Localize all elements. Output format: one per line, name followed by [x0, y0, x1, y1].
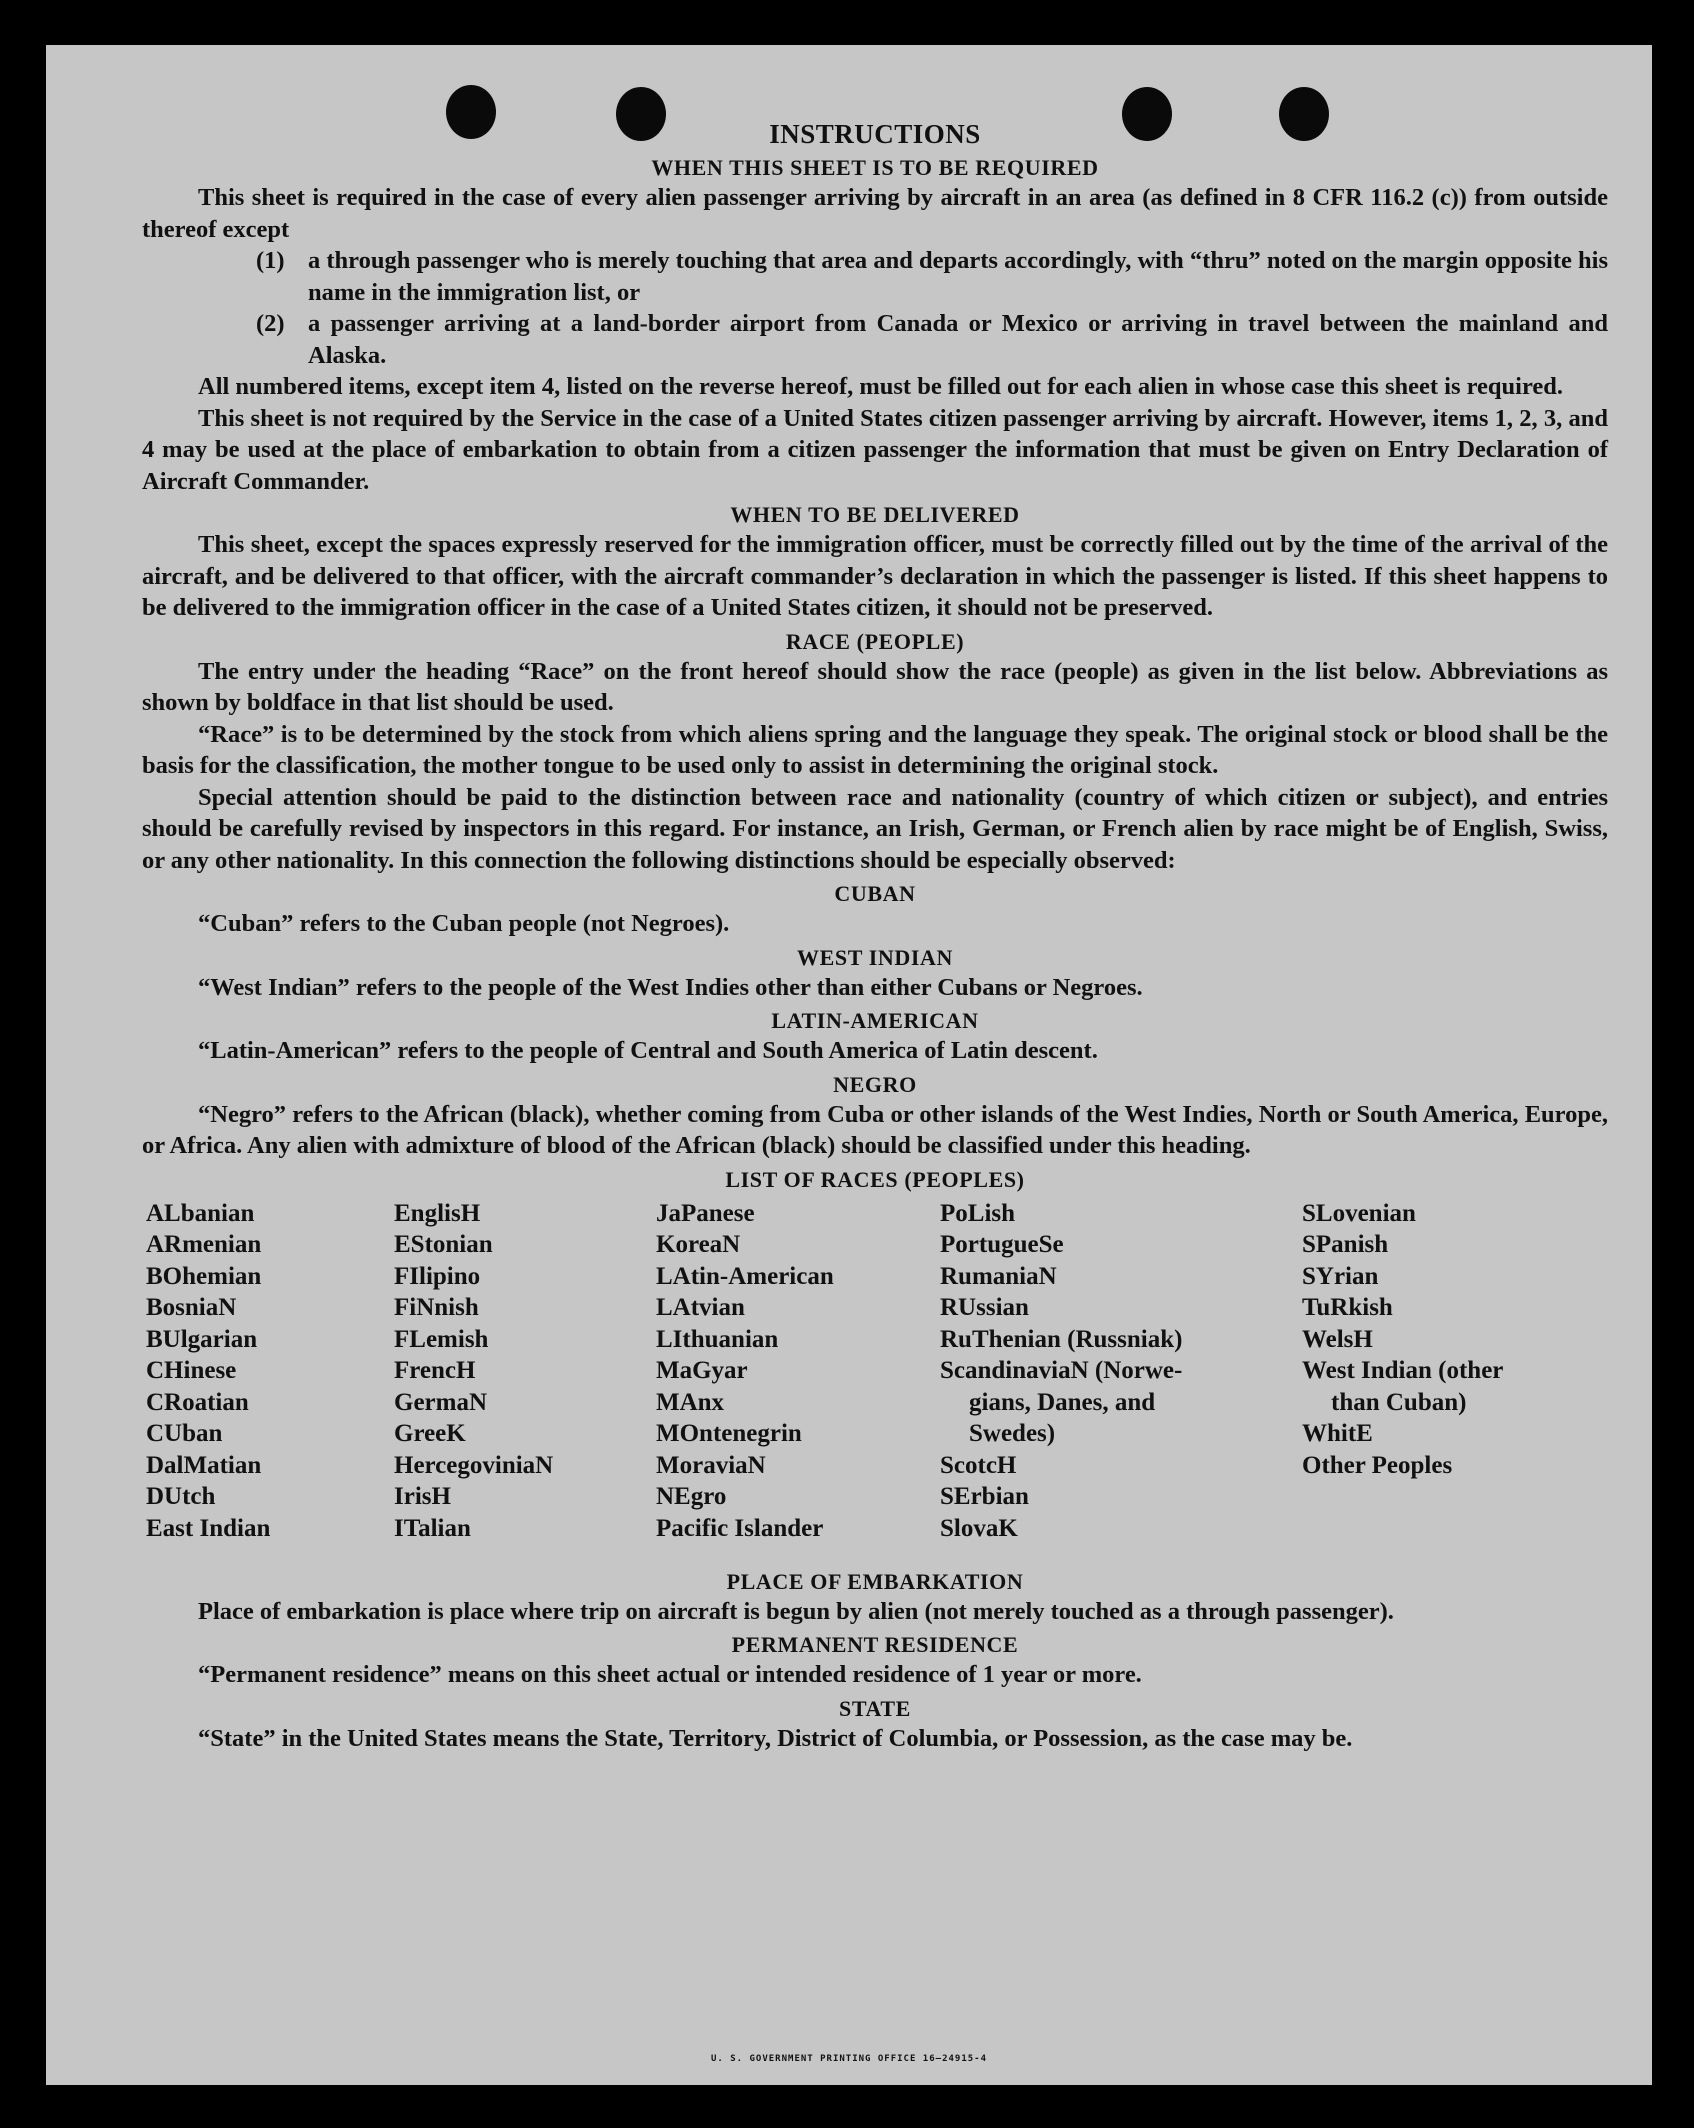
heading-required: WHEN THIS SHEET IS TO BE REQUIRED [651, 155, 1099, 180]
race-item: FIlipino [394, 1262, 481, 1290]
heading-west-indian: WEST INDIAN [797, 944, 953, 970]
race-item: KoreaN [656, 1231, 741, 1258]
race-item: MoraviaN [656, 1451, 766, 1479]
race-item: ScotcH [940, 1451, 1017, 1479]
race-item: GermaN [394, 1388, 488, 1416]
item-number: (2) [256, 310, 285, 337]
race-column-4 [940, 1198, 1182, 1545]
race-item: FrencH [394, 1357, 476, 1384]
printer-imprint: U. S. GOVERNMENT PRINTING OFFICE 16—24915-4 [711, 2054, 987, 2064]
race-item: SLovenian [1302, 1199, 1416, 1227]
race-column-2 [394, 1198, 553, 1545]
instructions-body [142, 119, 1608, 1754]
race-item: ITalian [394, 1514, 471, 1542]
race-item: IrisH [394, 1483, 451, 1510]
race-item-continuation: than Cuban) [1331, 1388, 1467, 1416]
residence-text: “Permanent residence” means on this sheet actual or intended residence of 1 year or more. [198, 1661, 1142, 1688]
exception-item-2 [256, 308, 1608, 371]
race-item: ALbanian [146, 1199, 255, 1227]
race-item: MOntenegrin [656, 1420, 802, 1447]
race-para-2: “Race” is to be determined by the stock from which aliens spring and the language they speak. The original stock or blood shall be the basis for the classification, the mother tongue to be used only to assist in determining the original stock. [142, 720, 1608, 779]
heading-embarkation: PLACE OF EMBARKATION [726, 1568, 1024, 1594]
race-item: LIthuanian [656, 1325, 779, 1353]
race-para-3: Special attention should be paid to the distinction between race and nationality (country of which citizen or subject), and entries should be carefully revised by inspectors in this regard. For instance, an Irish, German, or French alien by race might be of English, Swiss, or any other nationality. In this connection the following distinctions should be especially observed: [142, 783, 1608, 874]
page-title: INSTRUCTIONS [769, 119, 981, 149]
race-item: HercegoviniaN [394, 1451, 554, 1479]
race-item: East Indian [146, 1514, 271, 1542]
race-item: DUtch [146, 1483, 216, 1510]
required-para-3: This sheet is not required by the Service in the case of a United States citizen passenger arriving by aircraft. However, items 1, 2, 3, and 4 may be used at the place of embarkation to obtain from a citizen passenger the information that must be given on Entry Declaration of Aircraft Commander. [142, 404, 1608, 495]
race-item: Pacific Islander [656, 1514, 824, 1542]
delivered-text: This sheet, except the spaces expressly reserved for the immigration officer, must be correctly filled out by the time of the arrival of the aircraft, and be delivered to that officer, with the aircraft commander’s declaration in which the passenger is listed. If this sheet happens to be delivered to the immigration officer in the case of a United States citizen, it should not be preserved. [142, 531, 1608, 621]
race-list [142, 1198, 1608, 1564]
race-item: LAtvian [656, 1294, 745, 1321]
race-item: West Indian (other [1302, 1357, 1504, 1384]
race-item: BUlgarian [146, 1325, 258, 1353]
heading-negro: NEGRO [833, 1071, 917, 1097]
heading-list-of-races: LIST OF RACES (PEOPLES) [725, 1166, 1025, 1192]
race-column-5 [1302, 1198, 1503, 1482]
race-item: NEgro [656, 1483, 727, 1510]
race-item: BosniaN [146, 1294, 237, 1321]
race-item: SlovaK [940, 1514, 1018, 1542]
race-column-1 [146, 1198, 270, 1545]
item-text: a passenger arriving at a land-border airport from Canada or Mexico or arriving in travel between the mainland and Alaska. [308, 310, 1608, 369]
heading-race: RACE (PEOPLE) [785, 628, 965, 654]
race-item: BOhemian [146, 1262, 262, 1290]
race-item: CRoatian [146, 1388, 249, 1416]
race-item: ARmenian [146, 1231, 262, 1258]
race-item: FLemish [394, 1325, 489, 1353]
race-item: WhitE [1302, 1420, 1373, 1447]
race-item: RuThenian (Russniak) [940, 1325, 1183, 1353]
heading-permanent-residence: PERMANENT RESIDENCE [731, 1632, 1019, 1657]
race-item: Other Peoples [1302, 1451, 1453, 1479]
embarkation-text: Place of embarkation is place where trip on aircraft is begun by alien (not merely touched as a through passenger). [198, 1597, 1394, 1625]
race-item: DalMatian [146, 1451, 262, 1479]
race-item-continuation: Swedes) [969, 1420, 1056, 1447]
state-text: “State” in the United States means the State, Territory, District of Columbia, or Possession, as the case may be. [198, 1724, 1353, 1752]
race-item: SPanish [1302, 1231, 1389, 1258]
heading-delivered: WHEN TO BE DELIVERED [730, 502, 1020, 527]
race-item-continuation: gians, Danes, and [969, 1388, 1156, 1416]
race-item: MAnx [656, 1388, 725, 1416]
required-intro: This sheet is required in the case of every alien passenger arriving by aircraft in an area (as defined in 8 CFR 116.2 (c)) from outside thereof except [142, 184, 1608, 243]
exception-item-1 [256, 245, 1608, 308]
race-item: RUssian [940, 1294, 1029, 1321]
document-sheet [46, 45, 1652, 2085]
race-item: TuRkish [1302, 1294, 1393, 1321]
race-item: FiNnish [394, 1294, 479, 1321]
race-item: EnglisH [394, 1199, 481, 1227]
race-para-1: The entry under the heading “Race” on the front hereof should show the race (people) as given in the list below. Abbreviations as shown by boldface in that list should be used. [142, 657, 1608, 716]
race-item: ScandinaviaN (Norwe- [940, 1357, 1183, 1384]
race-item: PortugueSe [940, 1231, 1064, 1258]
race-item: SYrian [1302, 1262, 1379, 1290]
heading-latin-american: LATIN-AMERICAN [771, 1008, 979, 1033]
race-item: MaGyar [656, 1357, 748, 1384]
race-item: WelsH [1302, 1325, 1373, 1353]
required-para-2: All numbered items, except item 4, listed on the reverse hereof, must be filled out for each alien in whose case this sheet is required. [198, 373, 1564, 400]
latin-american-text: “Latin-American” refers to the people of Central and South America of Latin descent. [198, 1037, 1098, 1064]
heading-state: STATE [839, 1695, 911, 1721]
cuban-text: “Cuban” refers to the Cuban people (not Negroes). [198, 910, 730, 937]
race-item: CHinese [146, 1357, 237, 1384]
race-item: JaPanese [656, 1199, 755, 1227]
race-item: LAtin-American [656, 1262, 834, 1290]
negro-text: “Negro” refers to the African (black), whether coming from Cuba or other islands of the West Indies, North or South America, Europe, or Africa. Any alien with admixture of blood of the African (black) should be classified under this heading. [142, 1100, 1608, 1159]
race-item: RumaniaN [940, 1262, 1057, 1290]
item-number: (1) [256, 247, 285, 274]
race-item: EStonian [394, 1231, 493, 1258]
race-column-3 [656, 1198, 834, 1545]
race-item: GreeK [394, 1420, 466, 1447]
heading-cuban: CUBAN [834, 881, 916, 906]
race-item: PoLish [940, 1199, 1016, 1227]
west-indian-text: “West Indian” refers to the people of the West Indies other than either Cubans or Negroes. [198, 973, 1143, 1001]
race-item: CUban [146, 1420, 223, 1447]
item-text: a through passenger who is merely touching that area and departs accordingly, with “thru” noted on the margin opposite his name in the immigration list, or [308, 247, 1608, 306]
race-item: SErbian [940, 1483, 1029, 1510]
